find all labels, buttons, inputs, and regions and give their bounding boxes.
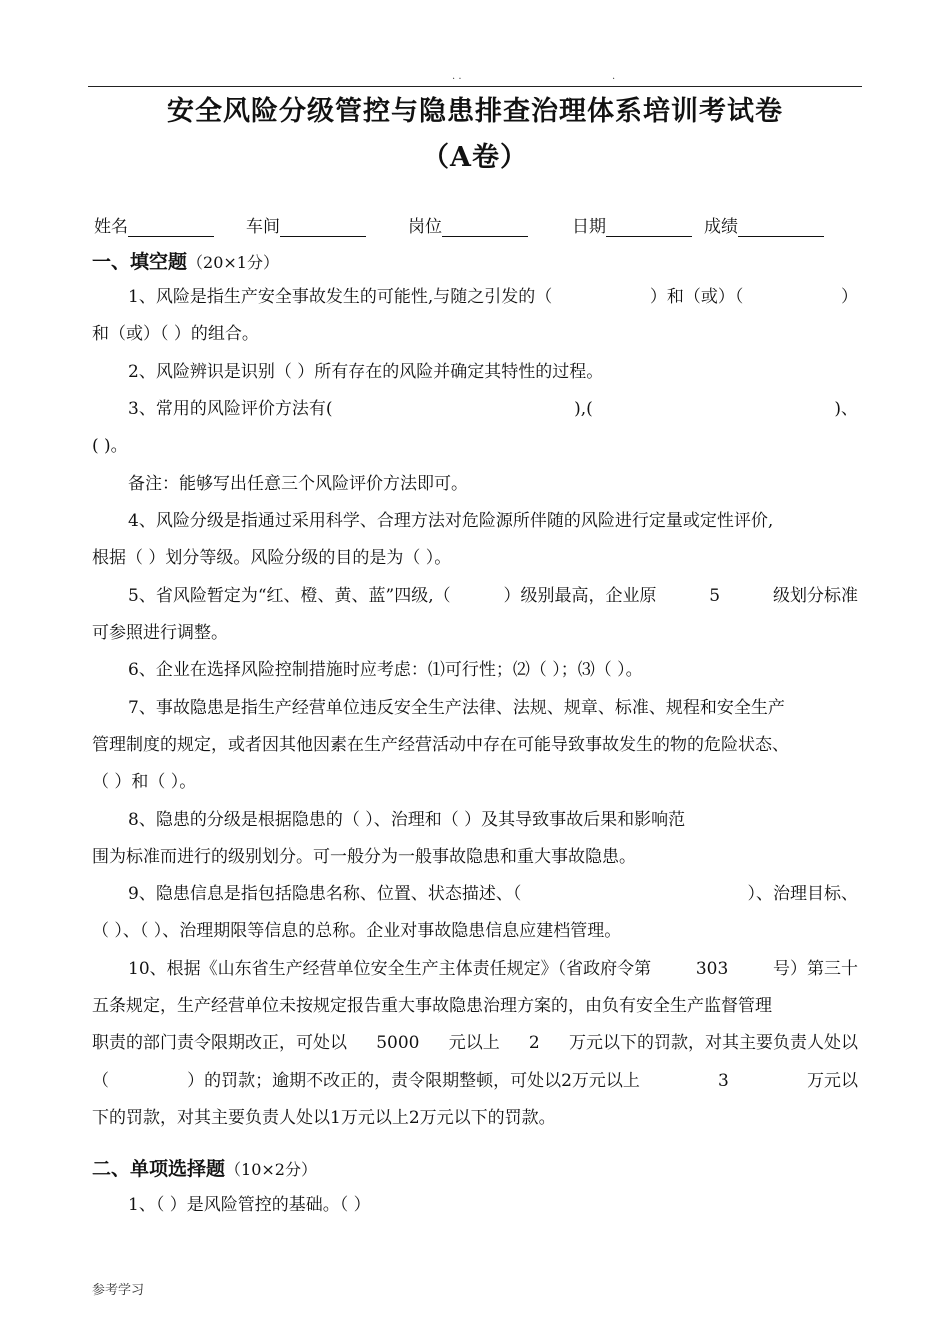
q1-line2: 和（或）（ ）的组合。 [92, 324, 259, 344]
q10-text-a: 10、根据《山东省生产经营单位安全生产主体责任规定》（省政府令第 [128, 959, 652, 979]
q1-text-b: ）和（或）（ [649, 287, 744, 307]
q9-line2: （ ）、（ ）、治理期限等信息的总称。企业对事故隐患信息应建档管理。 [92, 921, 622, 941]
q10-text-c: 号）第三十 [773, 959, 858, 979]
q10-text-g: 元以上 [448, 1033, 500, 1053]
section2-heading [92, 1154, 317, 1181]
score-blank[interactable] [738, 214, 824, 237]
exam-title: 安全风险分级管控与隐患排查治理体系培训考试卷 [167, 96, 783, 127]
date-label: 日期 [572, 217, 606, 237]
q6-line1: 6、企业在选择风险控制措施时应考虑：⑴可行性；⑵（ ）；⑶（ ）。 [128, 660, 643, 680]
q10-text-h: 2 [528, 1033, 540, 1053]
q3-line2: ( )。 [92, 436, 128, 456]
q10-line3 [92, 1030, 858, 1056]
workshop-blank[interactable] [280, 214, 366, 237]
name-blank[interactable] [128, 214, 214, 237]
q10-text-e: 职责的部门责令限期改正，可处以 [92, 1033, 347, 1053]
score-field[interactable] [704, 212, 824, 237]
q8-line2: 围为标准而进行的级别划分。可一般分为一般事故隐患和重大事故隐患。 [92, 847, 636, 867]
q10-text-i: 万元以下的罚款，对其主要负责人处以 [568, 1033, 858, 1053]
q10-line2 [92, 993, 858, 1019]
post-field[interactable] [408, 212, 528, 237]
q4-line2: 根据（ ）划分等级。风险分级的目的是为（ ）。 [92, 548, 452, 568]
q10-text-m: 万元以 [806, 1071, 858, 1091]
post-label: 岗位 [408, 217, 442, 237]
q5-text-a: 5、省风险暂定为“红、橙、黄、蓝”四级,（ [128, 586, 451, 606]
q10-line4 [92, 1068, 858, 1094]
section1-heading [92, 247, 279, 274]
q5-text-c: 5 [709, 586, 721, 606]
q7-line3: （ ）和（ ）。 [92, 772, 197, 792]
section1-points: （20×1分） [187, 253, 279, 272]
q9-text-a: 9、隐患信息是指包括隐患名称、位置、状态描述、（ [128, 884, 522, 904]
q9-text-b: ）、治理目标、 [747, 884, 858, 904]
date-field[interactable] [572, 212, 692, 237]
q2-line1: 2、风险辨识是识别（ ）所有存在的风险并确定其特性的过程。 [128, 362, 604, 382]
q5-text-b: ）级别最高，企业原 [503, 586, 657, 606]
header-dots-left: . . [452, 71, 462, 82]
q5-line1 [128, 583, 858, 609]
q1-text-a: 1、风险是指生产安全事故发生的可能性,与随之引发的（ [128, 287, 553, 307]
q10-text-d: 五条规定，生产经营单位未按规定报告重大事故隐患治理方案的，由负有安全生产监督管理 [92, 996, 772, 1016]
q5-text-d: 级划分标准 [772, 586, 858, 606]
score-label: 成绩 [704, 217, 738, 237]
date-blank[interactable] [606, 214, 692, 237]
workshop-label: 车间 [246, 217, 280, 237]
q1-text-c: ） [841, 287, 858, 307]
page-footer: 参考学习 [92, 1283, 145, 1298]
header-rule [88, 86, 862, 87]
q3-text-b: ),( [574, 399, 593, 419]
section2-points: （10×2分） [225, 1160, 317, 1179]
q10-text-f: 5000 [376, 1033, 420, 1053]
q10-text-j: （ [92, 1071, 109, 1091]
exam-subtitle: （A卷） [422, 142, 528, 173]
q8-line1: 8、隐患的分级是根据隐患的（ ）、治理和（ ）及其导致事故后果和影响范 [128, 810, 686, 830]
workshop-field[interactable] [246, 212, 366, 237]
q3-text-a: 3、常用的风险评价方法有( [128, 399, 333, 419]
q10-text-b: 303 [695, 959, 729, 979]
header-dots-right: . [612, 71, 616, 82]
section1-title: 一、填空题 [92, 251, 188, 273]
post-blank[interactable] [442, 214, 528, 237]
q9-line1 [128, 881, 858, 907]
q3-line1 [128, 396, 858, 422]
q10-line1 [128, 956, 858, 982]
name-field[interactable] [94, 212, 214, 237]
s2-q1-line1: 1、（ ）是风险管控的基础。（ ） [128, 1195, 371, 1215]
q3-text-c: )、 [834, 399, 858, 419]
q7-line1: 7、事故隐患是指生产经营单位违反安全生产法律、法规、规章、标准、规程和安全生产 [128, 698, 785, 718]
q3-note: 备注：能够写出任意三个风险评价方法即可。 [128, 474, 468, 494]
q5-line2: 可参照进行调整。 [92, 623, 228, 643]
q1-line1 [128, 284, 858, 310]
name-label: 姓名 [94, 217, 128, 237]
q10-text-k: ）的罚款；逾期不改正的，责令限期整顿，可处以2万元以上 [187, 1071, 640, 1091]
q7-line2: 管理制度的规定，或者因其他因素在生产经营活动中存在可能导致事故发生的物的危险状态、 [92, 735, 789, 755]
section2-title: 二、单项选择题 [92, 1158, 226, 1180]
q10-text-l: 3 [718, 1071, 729, 1091]
q4-line1: 4、风险分级是指通过采用科学、合理方法对危险源所伴随的风险进行定量或定性评价, [128, 511, 774, 531]
q10-line5: 下的罚款，对其主要负责人处以1万元以上2万元以下的罚款。 [92, 1108, 556, 1128]
